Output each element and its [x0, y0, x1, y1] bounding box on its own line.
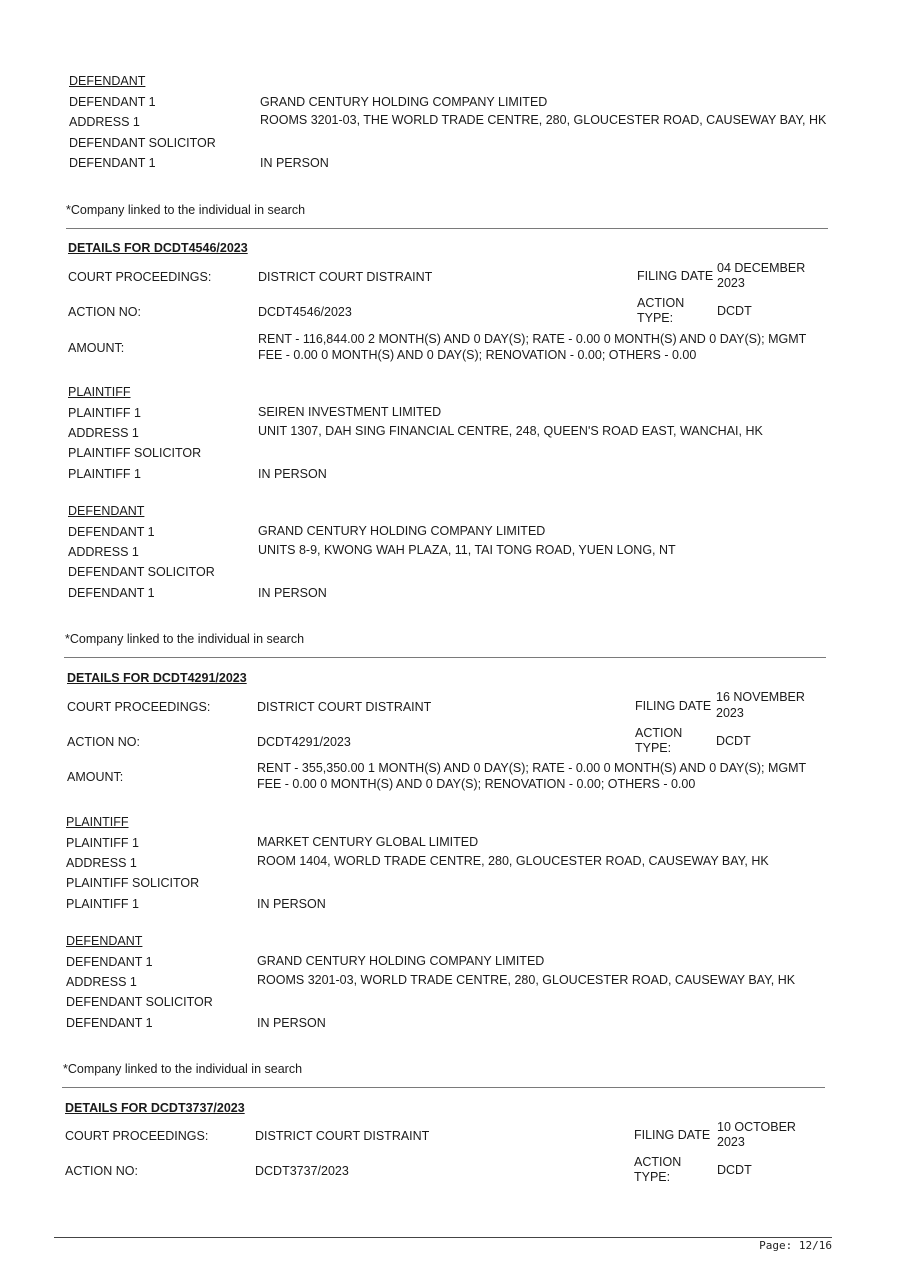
action-type-label: ACTION [637, 296, 685, 310]
plaintiff-heading: PLAINTIFF [68, 385, 131, 399]
linked-company-note: *Company linked to the individual in search [63, 1062, 303, 1076]
court-proceedings-label: COURT PROCEEDINGS: [67, 700, 211, 714]
plaintiff-solicitor-value: IN PERSON [258, 467, 327, 481]
section-divider [62, 1087, 825, 1088]
plaintiff-solicitor-party: PLAINTIFF 1 [68, 467, 141, 481]
filing-date-value: 10 OCTOBER [717, 1120, 796, 1134]
action-no-value: DCDT3737/2023 [255, 1164, 349, 1178]
filing-date-label: FILING DATE [637, 269, 714, 283]
plaintiff-label: PLAINTIFF 1 [68, 406, 141, 420]
action-type-value: DCDT [717, 1163, 752, 1177]
filing-date-year: 2023 [717, 276, 745, 290]
defendant-heading: DEFENDANT [68, 504, 145, 518]
defendant-heading: DEFENDANT [66, 934, 143, 948]
plaintiff-value: SEIREN INVESTMENT LIMITED [258, 405, 442, 419]
defendant-label: DEFENDANT 1 [66, 955, 153, 969]
amount-value: RENT - 355,350.00 1 MONTH(S) AND 0 DAY(S); RATE - 0.00 0 MONTH(S) AND 0 DAY(S); MGMT FEE - 0.00 0 MONTH(S) AND 0 DAY(S); RENOVATION - 0.00; OTHERS - 0.00 [257, 761, 806, 791]
court-proceedings-value: DISTRICT COURT DISTRAINT [258, 270, 433, 284]
defendant-value: GRAND CENTURY HOLDING COMPANY LIMITED [260, 95, 548, 109]
defendant-address-label: ADDRESS 1 [66, 975, 137, 989]
amount-value: RENT - 116,844.00 2 MONTH(S) AND 0 DAY(S); RATE - 0.00 0 MONTH(S) AND 0 DAY(S); MGMT FEE - 0.00 0 MONTH(S) AND 0 DAY(S); RENOVATION - 0.00; OTHERS - 0.00 [258, 332, 807, 362]
filing-date-value: 04 DECEMBER [717, 261, 806, 275]
section-divider [66, 228, 828, 229]
action-type-value: DCDT [716, 734, 751, 748]
action-type-label-2: TYPE: [634, 1170, 671, 1184]
plaintiff-heading: PLAINTIFF [66, 815, 129, 829]
solicitor-value: IN PERSON [260, 156, 329, 170]
defendant-solicitor-value: IN PERSON [258, 586, 327, 600]
action-no-label: ACTION NO: [67, 735, 140, 749]
court-proceedings-value: DISTRICT COURT DISTRAINT [255, 1129, 430, 1143]
linked-company-note: *Company linked to the individual in search [65, 632, 305, 646]
page-number: Page: 12/16 [759, 1239, 832, 1252]
action-type-label: ACTION [634, 1155, 682, 1169]
action-type-label-2: TYPE: [637, 311, 674, 325]
case-title: DETAILS FOR DCDT4291/2023 [67, 671, 247, 685]
filing-date-value: 16 NOVEMBER [716, 690, 805, 704]
section-divider [64, 657, 826, 658]
defendant-label: DEFENDANT 1 [69, 95, 156, 109]
plaintiff-address-label: ADDRESS 1 [68, 426, 139, 440]
court-proceedings-label: COURT PROCEEDINGS: [65, 1129, 209, 1143]
case-title: DETAILS FOR DCDT4546/2023 [68, 241, 248, 255]
amount-label: AMOUNT: [68, 341, 125, 355]
defendant-solicitor-label: DEFENDANT SOLICITOR [66, 995, 213, 1009]
plaintiff-value: MARKET CENTURY GLOBAL LIMITED [257, 835, 479, 849]
filing-date-label: FILING DATE [634, 1128, 711, 1142]
filing-date-year: 2023 [716, 706, 744, 720]
defendant-label: DEFENDANT 1 [68, 525, 155, 539]
plaintiff-label: PLAINTIFF 1 [66, 836, 139, 850]
linked-company-note: *Company linked to the individual in search [66, 203, 306, 217]
defendant-address-value: ROOMS 3201-03, WORLD TRADE CENTRE, 280, GLOUCESTER ROAD, CAUSEWAY BAY, HK [257, 973, 796, 987]
defendant-address-value: UNITS 8-9, KWONG WAH PLAZA, 11, TAI TONG ROAD, YUEN LONG, NT [258, 543, 676, 557]
action-no-value: DCDT4546/2023 [258, 305, 352, 319]
plaintiff-address-value: ROOM 1404, WORLD TRADE CENTRE, 280, GLOUCESTER ROAD, CAUSEWAY BAY, HK [257, 854, 769, 868]
court-proceedings-value: DISTRICT COURT DISTRAINT [257, 700, 432, 714]
action-no-label: ACTION NO: [68, 305, 141, 319]
footer-divider [54, 1237, 832, 1238]
defendant-solicitor-label: DEFENDANT SOLICITOR [68, 565, 215, 579]
plaintiff-address-label: ADDRESS 1 [66, 856, 137, 870]
action-no-value: DCDT4291/2023 [257, 735, 351, 749]
solicitor-party-label: DEFENDANT 1 [69, 156, 156, 170]
plaintiff-solicitor-value: IN PERSON [257, 897, 326, 911]
defendant-solicitor-party: DEFENDANT 1 [66, 1016, 153, 1030]
defendant-address-label: ADDRESS 1 [68, 545, 139, 559]
defendant-solicitor-party: DEFENDANT 1 [68, 586, 155, 600]
address-value: ROOMS 3201-03, THE WORLD TRADE CENTRE, 280, GLOUCESTER ROAD, CAUSEWAY BAY, HK [260, 113, 827, 127]
action-type-value: DCDT [717, 304, 752, 318]
plaintiff-solicitor-label: PLAINTIFF SOLICITOR [68, 446, 202, 460]
plaintiff-solicitor-label: PLAINTIFF SOLICITOR [66, 876, 200, 890]
defendant-value: GRAND CENTURY HOLDING COMPANY LIMITED [257, 954, 545, 968]
plaintiff-solicitor-party: PLAINTIFF 1 [66, 897, 139, 911]
amount-label: AMOUNT: [67, 770, 124, 784]
filing-date-label: FILING DATE [635, 699, 712, 713]
action-type-label-2: TYPE: [635, 741, 672, 755]
defendant-value: GRAND CENTURY HOLDING COMPANY LIMITED [258, 524, 546, 538]
defendant-heading: DEFENDANT [69, 74, 146, 88]
action-type-label: ACTION [635, 726, 683, 740]
filing-date-year: 2023 [717, 1135, 745, 1149]
case-title: DETAILS FOR DCDT3737/2023 [65, 1101, 245, 1115]
address-label: ADDRESS 1 [69, 115, 140, 129]
defendant-solicitor-label: DEFENDANT SOLICITOR [69, 136, 216, 150]
court-proceedings-label: COURT PROCEEDINGS: [68, 270, 212, 284]
plaintiff-address-value: UNIT 1307, DAH SING FINANCIAL CENTRE, 248, QUEEN'S ROAD EAST, WANCHAI, HK [258, 424, 763, 438]
defendant-solicitor-value: IN PERSON [257, 1016, 326, 1030]
action-no-label: ACTION NO: [65, 1164, 138, 1178]
